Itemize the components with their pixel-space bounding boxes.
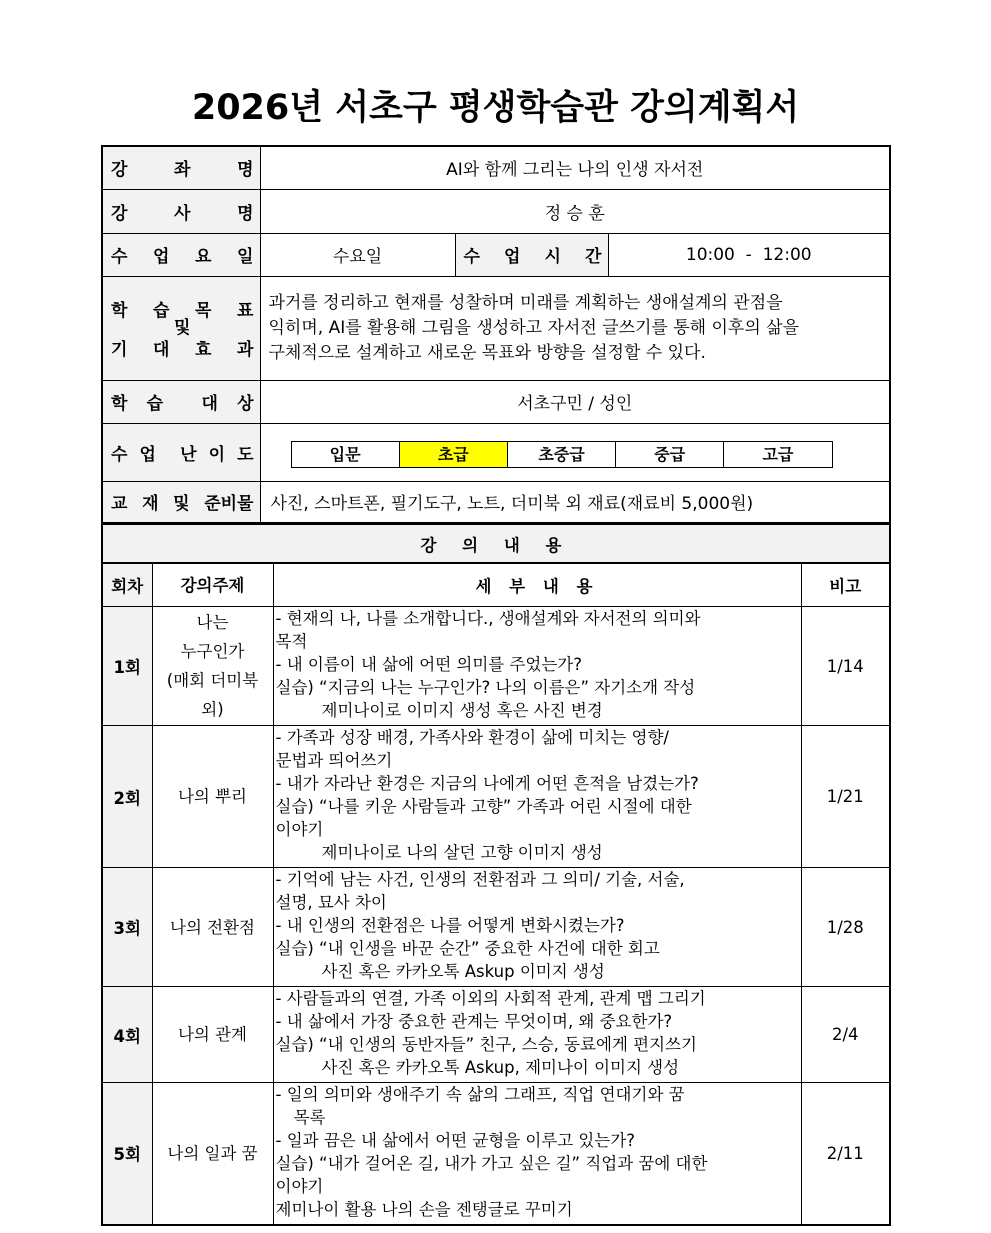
difficulty-option-intermediate: 중급 xyxy=(616,442,724,467)
session-detail: - 가족과 성장 배경, 가족사와 환경이 삶에 미치는 영향/ 문법과 띄어쓰기 - 내가 자라난 환경은 지금의 나에게 어떤 흔적을 남겼는가? 실습) “나를 키운 사람들과 고향” 가족과 어린 시절에 대한 이야기 제미나이로 나의 살던 고향 이미지 생성 xyxy=(273,726,801,868)
materials-value: 사진, 스마트폰, 필기도구, 노트, 더미북 외 재료(재료비 5,000원) xyxy=(260,481,890,523)
session-number: 1회 xyxy=(102,607,152,726)
goals-value: 과거를 정리하고 현재를 성찰하며 미래를 계획하는 생애설계의 관점을 익히며, AI를 활용해 그림을 생성하고 자서전 글쓰기를 통해 이후의 삶을 구체적으로 설계하고 새로운 목표와 방향을 설정할 수 있다. xyxy=(260,276,890,380)
instructor-value: 정 승 훈 xyxy=(260,189,890,233)
difficulty-option-beginner: 초급 xyxy=(400,442,508,467)
session-topic: 나의 일과 꿈 xyxy=(152,1083,273,1225)
session-topic: 나는 누구인가 (매회 더미북 외) xyxy=(152,607,273,726)
instructor-label: 강 사 명 xyxy=(102,189,260,233)
session-detail: - 기억에 남는 사건, 인생의 전환점과 그 의미/ 기술, 서술, 설명, 묘사 차이 - 내 인생의 전환점은 나를 어떻게 변화시켰는가? 실습) “내 인생을 바꾼 순간” 중요한 사건에 대한 회고 사진 혹은 카카오톡 Askup 이미지 생성 xyxy=(273,868,801,987)
course-name-label: 강 좌 명 xyxy=(102,146,260,189)
materials-label: 교 재 및 준비물 xyxy=(102,481,260,523)
class-day-label: 수 업 요 일 xyxy=(102,233,260,276)
session-number: 5회 xyxy=(102,1083,152,1225)
row-schedule xyxy=(102,233,890,276)
difficulty-value xyxy=(260,423,890,481)
session-row-5 xyxy=(102,1083,890,1225)
session-row-4 xyxy=(102,987,890,1083)
difficulty-option-advanced: 고급 xyxy=(762,444,794,464)
goals-label: 학 습 목 표 및 기 대 효 과 xyxy=(102,276,260,380)
session-date: 2/11 xyxy=(801,1083,890,1225)
page-title: 2026년 서초구 평생학습관 강의계획서 xyxy=(191,88,800,128)
session-date: 2/4 xyxy=(801,987,890,1083)
difficulty-scale xyxy=(291,441,833,468)
session-topic: 나의 전환점 xyxy=(152,868,273,987)
session-topic: 나의 뿌리 xyxy=(152,726,273,868)
class-time-label: 수 업 시 간 xyxy=(455,233,608,276)
class-day-value: 수요일 xyxy=(260,233,455,276)
session-number: 2회 xyxy=(102,726,152,868)
class-time-value: 10:00 - 12:00 xyxy=(608,233,890,276)
row-target xyxy=(102,380,890,423)
col-topic: 강의주제 xyxy=(152,563,273,607)
session-date: 1/28 xyxy=(801,868,890,987)
course-name-value: AI와 함께 그리는 나의 인생 자서전 xyxy=(260,146,890,189)
session-number: 3회 xyxy=(102,868,152,987)
target-label: 학 습 대 상 xyxy=(102,380,260,423)
difficulty-label: 수 업 난 이 도 xyxy=(102,423,260,481)
col-detail: 세 부 내 용 xyxy=(273,563,801,607)
course-info-table xyxy=(101,145,891,524)
section-title: 강 의 내 용 xyxy=(102,524,890,563)
difficulty-option-elementary-intermediate: 초중급 xyxy=(508,442,616,467)
row-instructor xyxy=(102,189,890,233)
col-session: 회차 xyxy=(102,563,152,607)
col-note: 비고 xyxy=(801,563,890,607)
session-row-1 xyxy=(102,607,890,726)
session-detail: - 사람들과의 연결, 가족 이외의 사회적 관계, 관계 맵 그리기 - 내 삶에서 가장 중요한 관계는 무엇이며, 왜 중요한가? 실습) “내 인생의 동반자들” 친구, 스승, 동료에게 편지쓰기 사진 혹은 카카오톡 Askup, 제미나이 이미지 생성 xyxy=(273,987,801,1083)
row-goals xyxy=(102,276,890,380)
session-detail: - 현재의 나, 나를 소개합니다., 생애설계와 자서전의 의미와 목적 - 내 이름이 내 삶에 어떤 의미를 주었는가? 실습) “지금의 나는 누구인가? 나의 이름은” 자기소개 작성 제미나이로 이미지 생성 혹은 사진 변경 xyxy=(273,607,801,726)
session-date: 1/14 xyxy=(801,607,890,726)
session-row-3 xyxy=(102,868,890,987)
session-detail: - 일의 의미와 생애주기 속 삶의 그래프, 직업 연대기와 꿈 목록 - 일과 끔은 내 삶에서 어떤 균형을 이루고 있는가? 실습) “내가 걸어온 길, 내가 가고 싶은 길” 직업과 꿈에 대한 이야기 제미나이 활용 나의 손을 젠탱글로 꾸미기 xyxy=(273,1083,801,1225)
session-date: 1/21 xyxy=(801,726,890,868)
session-number: 4회 xyxy=(102,987,152,1083)
column-header-row xyxy=(102,563,890,607)
row-course-name xyxy=(102,146,890,189)
section-header-row xyxy=(102,524,890,563)
row-difficulty xyxy=(102,423,890,481)
row-materials xyxy=(102,481,890,523)
session-topic: 나의 관계 xyxy=(152,987,273,1083)
lecture-content-table xyxy=(101,523,891,1226)
difficulty-option-intro: 입문 xyxy=(292,442,400,467)
session-row-2 xyxy=(102,726,890,868)
target-value: 서초구민 / 성인 xyxy=(260,380,890,423)
